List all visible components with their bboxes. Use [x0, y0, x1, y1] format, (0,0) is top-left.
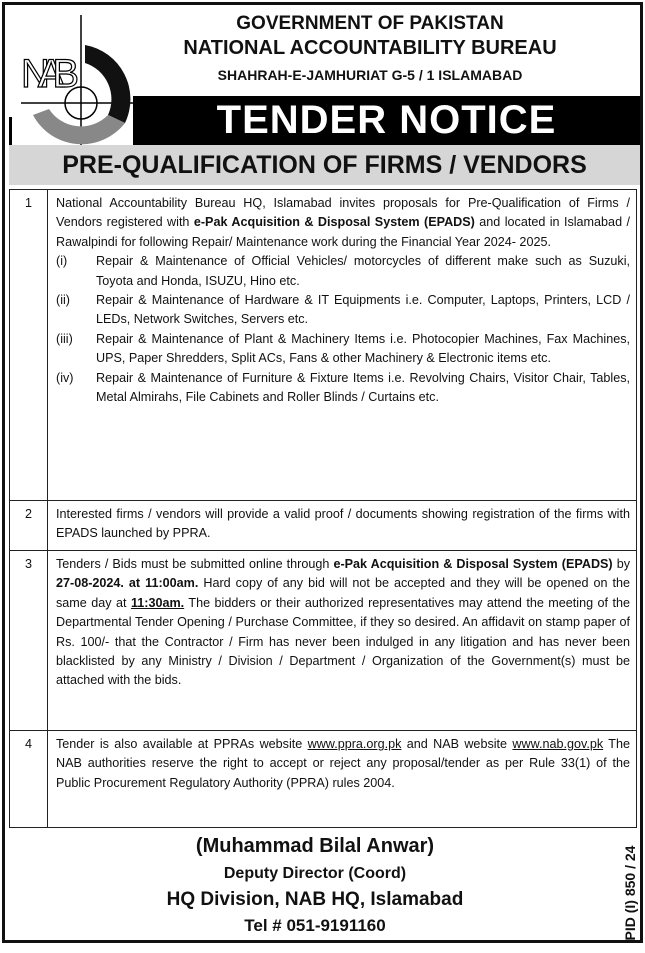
- item-text: Repair & Maintenance of Furniture & Fixture Items i.e. Revolving Chairs, Visitor Chair, Tables, Metal Almirahs, File Cabinets and Roller Blinds / Curtains etc.: [96, 370, 630, 405]
- svg-text:NAB: NAB: [21, 52, 79, 96]
- item-text: Repair & Maintenance of Hardware & IT Equipments i.e. Computer, Laptops, Printers, LCD / LEDs, Network Switches, Servers etc.: [96, 293, 630, 327]
- epads-name: e-Pak Acquisition & Disposal System (EPADS): [193, 215, 475, 230]
- subtitle: PRE-QUALIFICATION OF FIRMS / VENDORS: [9, 145, 640, 185]
- table-row: [10, 551, 637, 731]
- nab-link[interactable]: www.nab.gov.pk: [512, 737, 604, 751]
- row-number: 3: [10, 551, 48, 731]
- table-row: [10, 190, 637, 501]
- text: and located in Islamabad / Rawalpindi for following Repair/ Maintenance work during the Financial Year 2024- 2025.: [56, 215, 630, 249]
- opening-time: 11:30am.: [130, 595, 185, 610]
- tender-notice: [2, 2, 643, 943]
- epads-name: e-Pak Acquisition & Disposal System (EPADS): [333, 557, 613, 571]
- text: and NAB website: [401, 737, 513, 751]
- row-number: 4: [10, 731, 48, 828]
- pid-number: PID (I) 850 / 24: [622, 845, 638, 941]
- item-marker: (iii): [56, 331, 73, 346]
- signatory-tel: Tel # 051-9191160: [244, 916, 386, 935]
- list-item: [56, 330, 630, 369]
- government-heading: GOVERNMENT OF PAKISTAN: [236, 13, 504, 34]
- text: The bidders or their authorized representatives may attend the meeting of the Departmental Tender Opening / Purchase Committee, if they so desired. An affidavit on stamp paper of Rs. 100/- that the Contractor / Firm has never been indulged in any litigation and has never been blacklisted by any Ministry / Division / Department / Organization of the Government(s) must be attached with the bids.: [56, 595, 630, 688]
- list-item: [56, 252, 630, 291]
- list-item: [56, 369, 630, 408]
- list-item: [56, 291, 630, 330]
- bureau-heading: NATIONAL ACCOUNTABILITY BUREAU: [183, 37, 557, 59]
- deadline: 27-08-2024. at 11:00am.: [56, 576, 199, 591]
- row-number: 2: [10, 501, 48, 551]
- text: Tender is also available at PPRAs website: [56, 737, 308, 751]
- table-row: [10, 501, 637, 551]
- row-number: 1: [10, 190, 48, 501]
- item-marker: (iv): [56, 370, 74, 385]
- text: National Accountability Bureau HQ, Islamabad invites proposals for Pre-Qualification of Firms / Vendors registered with: [56, 196, 630, 230]
- address: SHAHRAH-E-JAMHURIAT G-5 / 1 ISLAMABAD: [217, 67, 523, 83]
- row-content: [48, 731, 637, 828]
- item-marker: (ii): [56, 293, 70, 308]
- signatory-name: (Muhammad Bilal Anwar): [195, 835, 435, 857]
- text: The NAB authorities reserve the right to accept or reject any proposal/tender as per Rule 33(1) of the Public Procurement Regulatory Authority (PPRA) rules 2004.: [56, 737, 630, 790]
- signatory-office: HQ Division, NAB HQ, Islamabad: [166, 889, 464, 910]
- row-content: [48, 190, 637, 501]
- table-row: [10, 731, 637, 828]
- nab-logo: [13, 15, 133, 165]
- item-marker: (i): [56, 254, 68, 269]
- text: by: [612, 557, 630, 571]
- page-title: TENDER NOTICE: [133, 96, 640, 145]
- row-content: Interested firms / vendors will provide a valid proof / documents showing registration of the firms with EPADS launched by PPRA.: [48, 501, 637, 551]
- text: Tenders / Bids must be submitted online through: [56, 557, 334, 571]
- text: Hard copy of any bid will not be accepted and they will be opened on the same day at: [56, 576, 630, 610]
- item-text: Repair & Maintenance of Official Vehicles/ motorcycles of different make such as Suzuki, Toyota and Honda, ISUZU, Hino etc.: [96, 254, 630, 288]
- row-content: [48, 551, 637, 731]
- item-text: Repair & Maintenance of Plant & Machinery Items i.e. Photocopier Machines, Fax Machines, UPS, Paper Shredders, Split ACs, Fans & other Machinery & Electronic items etc.: [96, 331, 630, 366]
- notice-table: [9, 189, 637, 828]
- signatory-designation: Deputy Director (Coord): [223, 865, 407, 882]
- ppra-link[interactable]: www.ppra.org.pk: [307, 737, 402, 751]
